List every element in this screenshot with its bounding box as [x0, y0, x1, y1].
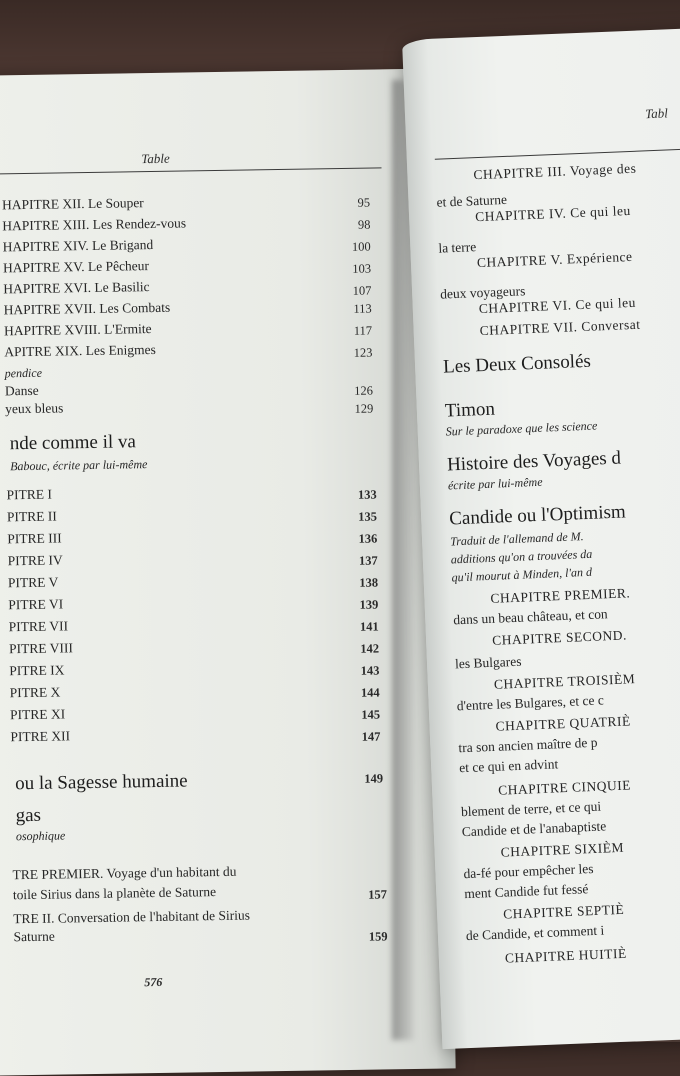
toc-entry: APITRE XIX. Les Enigmes [4, 341, 156, 360]
toc-entry: dans un beau château, et con [453, 606, 608, 628]
section-subtitle: qu'il mourut à Minden, l'an d [451, 564, 593, 585]
toc-page-number: 95 [357, 195, 371, 210]
right-page-header: Tabl [644, 105, 669, 122]
toc-page-number: 126 [354, 383, 374, 398]
toc-entry: PITRE II [6, 508, 57, 525]
toc-entry: CHAPITRE PREMIER. [490, 585, 631, 606]
toc-entry: Candide et de l'anabaptiste [461, 818, 607, 840]
toc-entry: PITRE XII [10, 728, 71, 745]
toc-entry: les Bulgares [454, 653, 522, 672]
section-title: nde comme il va [9, 431, 137, 455]
toc-entry: et de Saturne [436, 191, 508, 210]
toc-entry: PITRE VIII [8, 640, 73, 657]
toc-entry: HAPITRE XIII. Les Rendez-vous [2, 215, 187, 234]
section-title: gas [15, 804, 42, 827]
section-subtitle: Babouc, écrite par lui-même [10, 457, 148, 474]
toc-page-number: 159 [368, 929, 388, 944]
toc-entry: HAPITRE XIV. Le Brigand [2, 236, 154, 255]
right-book-page [402, 27, 680, 1049]
left-page-header: Table [141, 150, 170, 167]
toc-entry: TRE II. Conversation de l'habitant de Sirius [13, 907, 251, 927]
toc-page-number: 136 [358, 531, 378, 546]
toc-entry: toile Sirius dans la planète de Saturne [12, 884, 217, 903]
toc-page-number: 129 [354, 401, 374, 416]
toc-entry: CHAPITRE III. Voyage des [473, 160, 637, 183]
toc-page-number: 137 [358, 553, 378, 568]
toc-entry: PITRE VI [8, 596, 64, 613]
toc-entry: HAPITRE XVIII. L'Ermite [3, 321, 152, 339]
toc-page-number: 149 [364, 771, 384, 786]
toc-entry: CHAPITRE IV. Ce qui leu [474, 202, 631, 225]
section-subtitle: écrite par lui-même [447, 474, 543, 493]
section-title: Histoire des Voyages d [446, 447, 622, 476]
section-subtitle: Sur le paradoxe que les science [445, 418, 598, 439]
header-rule [0, 167, 382, 174]
toc-entry: PITRE X [9, 684, 61, 701]
toc-page-number: 133 [357, 487, 377, 502]
toc-page-number: 113 [353, 301, 372, 316]
toc-entry: de Candide, et comment i [465, 922, 605, 944]
toc-entry: Saturne [13, 928, 55, 945]
toc-entry: tra son ancien maître de p [458, 734, 598, 756]
toc-entry: CHAPITRE HUITIÈ [504, 945, 628, 966]
toc-page-number: 144 [360, 685, 380, 700]
section-title: Les Deux Consolés [442, 350, 592, 378]
toc-entry: d'entre les Bulgares, et ce c [456, 692, 605, 714]
toc-entry: PITRE V [7, 574, 59, 591]
toc-page-number: 138 [359, 575, 379, 590]
section-subtitle: additions qu'on a trouvées da [450, 546, 593, 567]
toc-entry: CHAPITRE SIXIÈM [500, 839, 625, 860]
toc-entry: HAPITRE XVII. Les Combats [3, 299, 171, 318]
toc-page-number: 100 [351, 239, 371, 254]
toc-entry: TRE PREMIER. Voyage d'un habitant du [12, 863, 237, 883]
toc-entry: et ce qui en advint [458, 756, 559, 776]
toc-entry: deux voyageurs [439, 283, 526, 302]
toc-page-number: 145 [361, 707, 381, 722]
section-title: Timon [444, 398, 496, 422]
toc-entry: PITRE III [7, 530, 62, 547]
toc-entry: ment Candide fut fessé [464, 881, 589, 902]
toc-entry: CHAPITRE CINQUIE [497, 777, 632, 798]
toc-entry: PITRE VII [8, 618, 69, 635]
section-subtitle: osophique [15, 828, 66, 844]
section-title: Candide ou l'Optimism [448, 501, 627, 530]
toc-entry: PITRE XI [9, 706, 66, 723]
toc-entry: HAPITRE XII. Le Souper [1, 195, 144, 213]
toc-page-number: 123 [353, 345, 373, 360]
toc-entry: CHAPITRE TROISIÈM [493, 671, 636, 692]
toc-entry: yeux bleus [5, 400, 64, 417]
toc-entry: PITRE IX [9, 662, 65, 679]
toc-page-number: 157 [368, 887, 388, 902]
toc-entry: HAPITRE XVI. Le Basilic [3, 279, 150, 297]
toc-entry: Danse [4, 382, 39, 399]
toc-page-number: 107 [352, 283, 372, 298]
toc-entry: PITRE IV [7, 552, 63, 569]
toc-entry: CHAPITRE VI. Ce qui leu [478, 294, 637, 317]
toc-page-number: 117 [353, 323, 373, 338]
toc-page-number: 147 [361, 729, 381, 744]
toc-entry: da-fé pour empêcher les [463, 860, 594, 882]
toc-entry: HAPITRE XV. Le Pêcheur [2, 258, 150, 276]
toc-entry: CHAPITRE V. Expérience [476, 248, 633, 271]
toc-page-number: 141 [359, 619, 379, 634]
toc-page-number: 103 [352, 261, 372, 276]
toc-entry: la terre [438, 239, 477, 256]
appendix-label: pendice [4, 365, 43, 381]
header-rule [435, 147, 680, 160]
toc-entry: CHAPITRE SEPTIÈ [502, 901, 625, 922]
toc-page-number: 142 [360, 641, 380, 656]
toc-entry: CHAPITRE SECOND. [491, 627, 628, 648]
toc-entry: blement de terre, et ce qui [460, 798, 602, 820]
toc-page-number: 139 [359, 597, 379, 612]
toc-page-number: 143 [360, 663, 380, 678]
section-subtitle: Traduit de l'allemand de M. [449, 529, 584, 549]
section-title: ou la Sagesse humaine [14, 770, 188, 795]
toc-entry: CHAPITRE VII. Conversat [479, 316, 641, 339]
toc-page-number: 135 [358, 509, 378, 524]
toc-entry: CHAPITRE QUATRIÈ [495, 713, 631, 734]
toc-entry: PITRE I [6, 486, 53, 503]
left-book-page [0, 68, 456, 1075]
toc-page-number: 98 [357, 217, 371, 232]
page-number: 576 [144, 974, 163, 990]
